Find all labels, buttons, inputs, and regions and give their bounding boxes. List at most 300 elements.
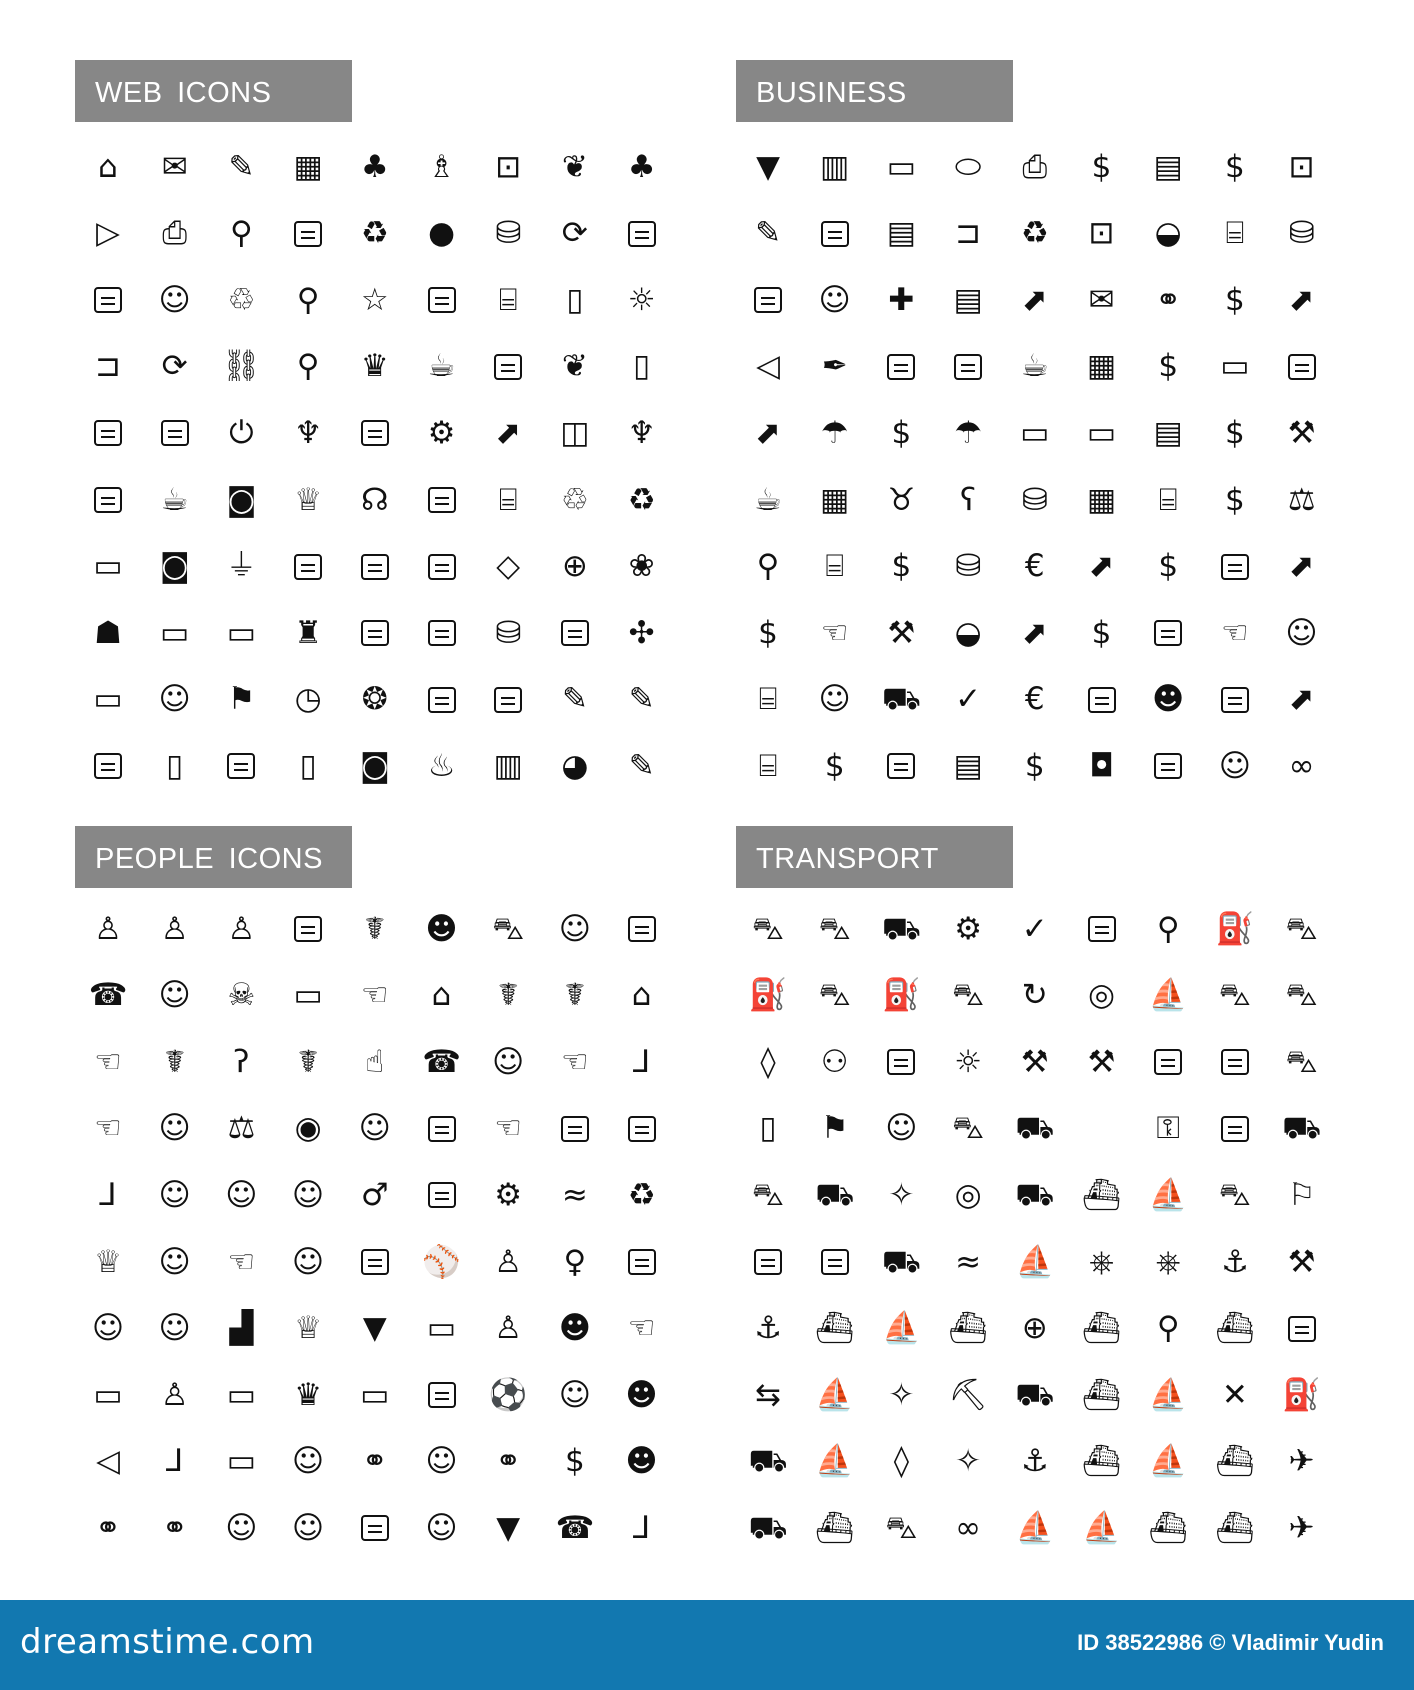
businessman-icon: ☺ <box>818 281 851 318</box>
doctor-icon: ☤ <box>364 910 386 947</box>
driver-icon: ☺ <box>225 1509 258 1546</box>
folder-open-icon: ⊐ <box>95 348 121 385</box>
recycle-person-icon: ♻ <box>627 1176 656 1213</box>
kiosk-icon <box>483 342 533 392</box>
pushpin-icon: ⚲ <box>756 548 780 585</box>
dollar-euro-icon: $ <box>758 614 778 651</box>
plane-icon: ✈ <box>1288 1509 1315 1546</box>
lifebuoy-icon: ◎ <box>954 1176 982 1213</box>
cards-icon: ▭ <box>1020 414 1050 451</box>
recycle-money-icon: ♻ <box>1020 215 1049 252</box>
pencil-icon: ✎ <box>628 747 655 784</box>
megaphone-hand-icon: ◁ <box>96 1443 120 1480</box>
tire-icon: ◎ <box>1087 977 1116 1014</box>
ferry-icon: ⛴ <box>1081 1176 1122 1213</box>
presentation-icon <box>483 675 533 725</box>
tanker-icon <box>1210 1037 1260 1087</box>
pointing-hand-icon: ☜ <box>627 1310 656 1347</box>
farmer-icon: ♙ <box>94 910 122 947</box>
image-credit: ID 38522986 © Vladimir Yudin <box>1077 1630 1384 1655</box>
laptop-icon: ▭ <box>160 614 190 651</box>
baseball-icon: ⚾ <box>422 1243 461 1280</box>
hand-card-icon: ▭ <box>426 1310 457 1347</box>
transport-section-header: TRANSPORT <box>736 826 1013 888</box>
tow-icon <box>1277 1304 1327 1354</box>
tie-icon: ▼ <box>756 148 780 185</box>
tractor-icon: ⛟ <box>748 1443 788 1480</box>
muscle-icon: ♂ <box>360 1176 389 1213</box>
cleaning-icon <box>617 1104 667 1154</box>
windshield-icon <box>1077 904 1127 954</box>
jeep-icon: ⛍ <box>885 1509 918 1546</box>
sailboat-icon: ⛵ <box>1148 1176 1188 1213</box>
excavator-icon: ⛏ <box>948 1376 988 1413</box>
bookmark-add-icon <box>283 209 333 259</box>
footer-bar <box>0 1600 1414 1690</box>
hand-stop-icon: ☜ <box>360 977 389 1014</box>
grill-icon: ♨ <box>427 747 456 784</box>
puzzle-icon: ✚ <box>888 281 915 318</box>
card-payment-icon: ▭ <box>226 1443 257 1480</box>
chart-line-icon: ⬈ <box>495 414 522 451</box>
cyclist-icon: ⚙ <box>494 1176 523 1213</box>
fragile-icon: ♆ <box>627 414 656 451</box>
hand-give-icon: ☜ <box>820 614 849 651</box>
compass-rose-icon: ✧ <box>888 1376 915 1413</box>
skull-icon: ☠ <box>227 977 256 1014</box>
lawyer-icon: ☺ <box>818 681 851 718</box>
atm-icon <box>1277 342 1327 392</box>
consultant-icon: ☺ <box>1285 614 1318 651</box>
home-icon: ⌂ <box>631 977 652 1014</box>
video-icon <box>150 408 200 458</box>
engine-icon: ⚙ <box>954 910 982 947</box>
sailboat-icon: ⛵ <box>1148 977 1188 1014</box>
lock-cash-icon: $ <box>1158 348 1179 385</box>
surfer-icon <box>417 1104 467 1154</box>
submarine-icon: ⛴ <box>1215 1509 1255 1546</box>
battery-icon: ▯ <box>759 1110 777 1147</box>
liner-icon: ⛴ <box>1215 1443 1255 1480</box>
operator-icon: ☎ <box>88 977 128 1014</box>
seat-icon <box>876 1037 926 1087</box>
woman-icon: ☺ <box>158 1310 191 1347</box>
handshake-icon: ⚭ <box>1155 281 1182 318</box>
bank-icon: ⌸ <box>498 481 518 518</box>
credit-card-icon: ▭ <box>1220 348 1250 385</box>
cruise-icon: ⛴ <box>948 1310 988 1347</box>
id-cards-icon <box>1077 675 1127 725</box>
flower-icon: ❀ <box>628 548 655 585</box>
car-rain-icon: ⛍ <box>752 910 784 947</box>
piggy-bank-icon: ⌸ <box>825 548 844 585</box>
hand-give-icon: ☜ <box>94 1110 122 1147</box>
runner-stairs-icon: ♙ <box>494 1243 523 1280</box>
energy-bulb-icon: ☼ <box>627 281 656 318</box>
zoom-out-icon: ⚲ <box>296 348 320 385</box>
gold-bars-icon: ⛁ <box>1288 215 1315 252</box>
worker-icon: ☺ <box>1218 747 1252 784</box>
computer-icon: ▭ <box>226 614 257 651</box>
envelope-icon: ✉ <box>161 148 188 185</box>
yacht-icon: ⛵ <box>1082 1509 1121 1546</box>
consultant-icon: ☺ <box>158 1110 191 1147</box>
support-icon <box>1143 741 1193 791</box>
pencil-cup-icon: ✎ <box>628 681 655 718</box>
plug-icon: ⏚ <box>225 548 257 585</box>
skid-icon <box>810 1237 860 1287</box>
chef-icon: ♕ <box>94 1243 122 1280</box>
car-shield-icon: ⛍ <box>1218 977 1251 1014</box>
chart-up-icon: ⬈ <box>1088 548 1115 585</box>
tv-icon: ▭ <box>93 548 123 585</box>
bank-icon: ⌸ <box>1225 215 1245 252</box>
trash-icon: ♲ <box>227 281 256 318</box>
wrench-hammer-icon: ⚒ <box>1087 1043 1116 1080</box>
handshake-icon: ⚭ <box>161 1509 188 1546</box>
usb-icon: ▯ <box>299 747 317 784</box>
hand-card-icon: ▭ <box>226 1376 257 1413</box>
man-icon: ☺ <box>425 1509 458 1546</box>
fax-icon: ⎙ <box>1022 148 1048 185</box>
purse-icon: ◒ <box>954 614 982 651</box>
lightbulb-icon <box>417 675 467 725</box>
meeting-icon: ☻ <box>625 1443 658 1480</box>
handshake-icon: ⚭ <box>95 1509 121 1546</box>
team-icon: ☻ <box>1152 681 1185 718</box>
cinema-icon: ▭ <box>93 1376 123 1413</box>
worker-laptop-icon: ▭ <box>360 1376 390 1413</box>
mouse-icon: ⬭ <box>954 148 982 185</box>
office-chair-icon <box>810 209 860 259</box>
gold-bars-icon: ⛁ <box>495 614 522 651</box>
fuel-icon: ⛽ <box>748 977 788 1014</box>
leaf-globe-icon: ❦ <box>561 348 588 385</box>
podium-icon: ▟ <box>229 1310 254 1347</box>
mail-open-icon: ✉ <box>1088 281 1115 318</box>
certificate-icon: ▤ <box>1153 148 1183 185</box>
city-icon <box>1143 608 1193 658</box>
cement-truck-icon: ⛟ <box>1015 1376 1055 1413</box>
report-icon: ▤ <box>1153 414 1183 451</box>
drop-icon: ◊ <box>760 1043 776 1080</box>
headphones-icon: ☊ <box>361 481 389 518</box>
box-icon: ◫ <box>560 414 590 451</box>
car-door-icon: ⛍ <box>1285 1043 1318 1080</box>
man-tie-icon: ▼ <box>362 1310 387 1347</box>
money-bag-icon: $ <box>1225 414 1245 451</box>
coffee-icon: ☕ <box>754 481 782 518</box>
football-icon: ⅃ <box>99 1176 117 1213</box>
trophy-icon: ♛ <box>360 348 389 385</box>
diamond-icon: ◇ <box>496 548 521 585</box>
cart-icon: ⛟ <box>881 681 921 718</box>
sneaker-icon <box>83 741 133 791</box>
bull-icon: ♉ <box>887 481 916 518</box>
boat-icon: ⛵ <box>1015 1509 1055 1546</box>
hand-coin-icon: ☜ <box>494 1110 523 1147</box>
tablet-touch-icon <box>876 741 926 791</box>
car-top-icon: ⛍ <box>952 1110 985 1147</box>
car-seat-auto-icon: ⛍ <box>1285 910 1318 947</box>
nurse-woman-icon: ☤ <box>297 1043 319 1080</box>
globe-icon: ⊕ <box>561 548 588 585</box>
toilet-paper-icon <box>216 741 266 791</box>
businesswoman-icon <box>743 275 793 325</box>
check-icon: ✓ <box>955 681 982 718</box>
piggy-bank-icon: ⌸ <box>758 747 778 784</box>
cruise-ship-icon: ⛴ <box>1215 1310 1255 1347</box>
glove-icon <box>617 1237 667 1287</box>
surfer-icon <box>350 1503 400 1553</box>
star-icon: ☆ <box>360 281 389 318</box>
hand-drop-icon: ☜ <box>560 1043 589 1080</box>
windsurf-icon: ⛵ <box>1015 1243 1055 1280</box>
anchor-icon: ⚓ <box>1020 1443 1049 1480</box>
megaphone-icon: ◁ <box>756 348 780 385</box>
car-icon: ⛍ <box>752 1176 784 1213</box>
chef-hat-icon: ♕ <box>294 481 322 518</box>
folder-icon: ⊐ <box>955 215 982 252</box>
floppy-disk-icon <box>83 275 133 325</box>
truck-icon: ⛟ <box>748 1509 788 1546</box>
play-icon: ▷ <box>96 215 120 252</box>
fan-icon: ✣ <box>628 614 655 651</box>
wheel-icon: ⎈ <box>1155 1243 1181 1280</box>
cash-icon: $ <box>824 747 845 784</box>
web-section-header: WEB ICONS <box>75 60 352 122</box>
coins-icon: ⛁ <box>955 548 982 585</box>
lamp-icon: ♜ <box>294 614 322 651</box>
truck-icon: ⛟ <box>881 910 921 947</box>
phone-call-icon: ☎ <box>422 1043 461 1080</box>
ok-hand-icon: ☜ <box>227 1243 256 1280</box>
person-arrows-icon: ☺ <box>425 1443 458 1480</box>
purse-icon: ◒ <box>1154 215 1182 252</box>
fuel-tank-icon: ⛽ <box>1282 1376 1321 1413</box>
briefcase-icon: ⊡ <box>1088 215 1115 252</box>
palette-icon: ◕ <box>561 747 589 784</box>
cash-icon: $ <box>891 414 912 451</box>
tv-retro-icon: ▭ <box>93 681 123 718</box>
truck-icon: ⛟ <box>1282 1110 1322 1147</box>
man-icon: ☺ <box>225 1176 258 1213</box>
wallet-icon: ◘ <box>1089 747 1114 784</box>
pie-chart-icon: ⬈ <box>1288 548 1315 585</box>
bank-icon: ⌸ <box>758 681 778 718</box>
chart-up-icon: ⬈ <box>1288 281 1315 318</box>
hazard-bag-icon <box>550 608 600 658</box>
apple-icon: ● <box>427 215 456 252</box>
bar-chart-icon: ⬈ <box>1021 614 1048 651</box>
handshake-icon: ⚭ <box>495 1443 522 1480</box>
police-car-icon: ⛍ <box>818 910 851 947</box>
compass-icon: ✧ <box>888 1176 915 1213</box>
car-crash-icon: ⛍ <box>818 977 851 1014</box>
building-icon: ▥ <box>493 747 523 784</box>
career-up-icon: ⛍ <box>492 910 525 947</box>
trash-bin-icon: ♲ <box>560 481 589 518</box>
cash-stack-icon: $ <box>1225 481 1245 518</box>
money-bag-icon: $ <box>1091 148 1112 185</box>
users-icon: ☺ <box>158 281 191 318</box>
notebook-icon: ▤ <box>953 747 983 784</box>
dump-truck-icon: ⛟ <box>881 1243 921 1280</box>
money-bag-icon: $ <box>1225 281 1245 318</box>
factory-icon <box>617 209 667 259</box>
people-section-header: PEOPLE ICONS <box>75 826 352 888</box>
waves-icon: ≈ <box>955 1243 982 1280</box>
binoculars-icon: ∞ <box>1288 747 1315 784</box>
golf-icon: ⚐ <box>1287 1176 1316 1213</box>
shield-wings-icon <box>83 408 133 458</box>
gamepad-icon: ☗ <box>94 614 122 651</box>
document-edit-icon: ✎ <box>228 148 255 185</box>
oil-can-icon: ⛽ <box>882 977 921 1014</box>
shopping-bag-icon <box>876 342 926 392</box>
currency-icon: € <box>1024 548 1045 585</box>
lifter-icon: ♀ <box>563 1243 587 1280</box>
ferry-icon: ⛴ <box>1081 1310 1122 1347</box>
strategy-icon <box>1210 675 1260 725</box>
scales-icon: ⚖ <box>1287 481 1316 518</box>
user-icon: ☺ <box>492 1043 525 1080</box>
business-section-header: BUSINESS <box>736 60 1013 122</box>
race-flag-icon: ⚑ <box>820 1110 849 1147</box>
runner-icon: ♙ <box>227 910 256 947</box>
printer-icon: ⎙ <box>162 215 188 252</box>
soccer-icon: ⚽ <box>488 1376 528 1413</box>
dancer-icon: ♙ <box>494 1310 523 1347</box>
aperture-icon: ❂ <box>361 681 388 718</box>
binoculars-icon: ∞ <box>955 1509 981 1546</box>
auction-icon: ⚒ <box>887 614 916 651</box>
doctor-icon: ☤ <box>497 977 519 1014</box>
mannequin-icon: ☺ <box>158 681 191 718</box>
convertible-icon <box>743 1237 793 1287</box>
boat-icon: ⛵ <box>815 1443 854 1480</box>
racket-icon <box>417 608 467 658</box>
safe-icon: ⊡ <box>495 148 522 185</box>
ship-icon: ⛴ <box>815 1310 855 1347</box>
pen-sign-icon: ✒ <box>821 348 848 385</box>
umbrella-icon: ☂ <box>954 414 982 451</box>
woman-icon: ☺ <box>291 1443 325 1480</box>
computer-chart-icon: ⬈ <box>755 414 781 451</box>
calendar-icon: ▦ <box>1086 348 1117 385</box>
coffee-cup-icon: ☕ <box>1020 348 1049 385</box>
pencils-icon: ✎ <box>561 681 588 718</box>
car-search-icon: ⚲ <box>1156 910 1180 947</box>
badge-icon <box>417 475 467 525</box>
zoom-in-icon: ⚲ <box>296 281 320 318</box>
user-icon: ☺ <box>291 1509 325 1546</box>
hand-dollar-icon: $ <box>565 1443 585 1480</box>
growth-run-icon <box>1210 542 1260 592</box>
helmet-icon <box>417 1370 467 1420</box>
bicycle-icon: ⚙ <box>427 414 456 451</box>
businessman-icon: ☺ <box>158 1243 191 1280</box>
head-icon: ☺ <box>358 1110 391 1147</box>
footprint-icon: ⅃ <box>166 1443 184 1480</box>
house-icon: ⌂ <box>98 148 118 185</box>
bar-chart-icon: ⬈ <box>1288 681 1315 718</box>
projector-icon <box>350 608 400 658</box>
coffee-maker-icon: ☕ <box>427 348 456 385</box>
man-glasses-icon: ☺ <box>158 1176 191 1213</box>
atm-card-icon: ▭ <box>886 148 917 185</box>
speaker-icon: ◙ <box>159 548 190 585</box>
weightlifter-icon <box>550 1104 600 1154</box>
crossed-tools-icon: ⚒ <box>1287 1243 1316 1280</box>
nurse-icon: ☤ <box>564 977 586 1014</box>
buoy-icon: ⚲ <box>1156 1310 1180 1347</box>
oscar-icon: ♙ <box>160 1376 189 1413</box>
globe-icon: ⊕ <box>1021 1310 1048 1347</box>
can-icon <box>350 408 400 458</box>
flag-icon: ⚑ <box>227 681 256 718</box>
trophy-hand-icon: ♛ <box>294 1376 322 1413</box>
oars-icon: ✕ <box>1221 1376 1248 1413</box>
wine-glasses-icon: ♆ <box>294 414 322 451</box>
address-book-icon <box>943 342 993 392</box>
sausage-icon <box>83 475 133 525</box>
money-icon: $ <box>1024 747 1045 784</box>
man-tie-icon: ▼ <box>496 1509 521 1546</box>
biker-icon <box>350 1237 400 1287</box>
ship-icon: ⛴ <box>1081 1443 1122 1480</box>
old-man-icon: ☺ <box>91 1310 125 1347</box>
nurse-icon: ☤ <box>164 1043 186 1080</box>
anchor-icon: ⚓ <box>1220 1243 1249 1280</box>
piggy-bank-icon: ⌸ <box>498 281 518 318</box>
speakers-icon: ◙ <box>359 747 390 784</box>
hanger-icon <box>283 542 333 592</box>
sailboat-icon: ⛵ <box>1148 1443 1188 1480</box>
steering-wheel-icon: ⎈ <box>1089 1243 1114 1280</box>
users-icon: ☺ <box>558 910 592 947</box>
coins-dollar-icon: $ <box>1158 548 1179 585</box>
pointing-hand-icon: ☜ <box>1220 614 1249 651</box>
car-check-icon: ✓ <box>1021 910 1048 947</box>
signpost-icon: ⇆ <box>755 1376 781 1413</box>
refresh-icon: ⟳ <box>561 215 588 252</box>
jar-icon: ▯ <box>633 348 651 385</box>
recycle-icon: ♻ <box>627 481 656 518</box>
tow-truck-icon: ⛟ <box>1015 1110 1055 1147</box>
sync-icon: ⟳ <box>161 348 188 385</box>
airplane-icon: ✈ <box>1288 1443 1315 1480</box>
document-icon: ▤ <box>953 281 983 318</box>
cash-stack-icon: $ <box>1225 148 1245 185</box>
woman-icon: ☺ <box>291 1176 325 1213</box>
couple-icon: ☻ <box>558 1310 592 1347</box>
dreamstime-logo: dreamstime.com <box>20 1622 315 1662</box>
hand-card-icon: ▭ <box>293 977 323 1014</box>
ship-icon: ⛴ <box>815 1509 855 1546</box>
sailboat-icon: ⛵ <box>882 1310 921 1347</box>
headlight-icon: ☺ <box>885 1110 918 1147</box>
briefcase-icon: ⊡ <box>1288 148 1315 185</box>
chart-up-icon: ⬈ <box>1021 281 1048 318</box>
car-wash-icon: ⛍ <box>952 977 985 1014</box>
24h-icon: ↻ <box>1021 977 1048 1014</box>
chef-icon: ♕ <box>294 1310 322 1347</box>
speaker-icon: ◙ <box>226 481 257 518</box>
tools-icon: ⚒ <box>1020 1043 1049 1080</box>
umbrella-rain-icon: ☂ <box>820 414 849 451</box>
sailboat-icon: ⛵ <box>1148 1376 1188 1413</box>
